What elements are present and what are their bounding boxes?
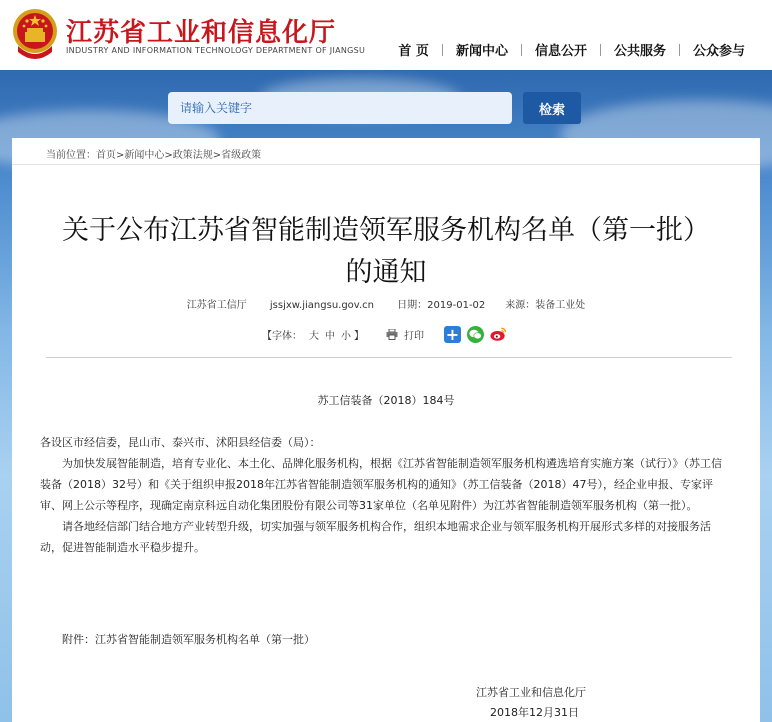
share-plus-icon[interactable]: + [445,324,460,344]
search-input[interactable] [168,92,512,124]
font-size-small[interactable]: 小 [341,330,351,342]
signature-organization: 江苏省工业和信息化厅 [476,686,586,699]
wechat-glyph-icon [469,329,482,340]
article-meta [12,296,760,311]
print-label: 打印 [404,330,424,342]
share-bar [444,326,513,343]
breadcrumb-label: 当前位置： [46,150,96,161]
printer-icon [386,329,398,340]
signature-date: 2018年12月31日 [490,706,579,719]
breadcrumb-item-provincial-policies[interactable]: 省级政策 [221,150,262,161]
salutation: 各设区市经信委，昆山市、泰兴市、沭阳县经信委（局）： [40,436,321,449]
breadcrumb-item-home[interactable]: 首页 [96,150,116,161]
breadcrumb-separator: > [116,150,125,161]
font-size-medium[interactable]: 中 [325,330,335,342]
article-title [32,210,740,294]
site-subtitle: INDUSTRY AND INFORMATION TECHNOLOGY DEPARTMENT OF JIANGSU [66,46,366,55]
article-title-line: 的通知 [345,257,427,289]
article-card [12,138,760,722]
nav-item-home[interactable]: 首 页 [398,44,429,59]
font-size-close: 】 [354,330,364,342]
article-body [40,432,730,558]
header-divider [46,357,732,358]
article-origin: 来源：装备工业处 [505,300,586,311]
article-site: jssjxw.jiangsu.gov.cn [269,300,374,311]
weibo-glyph-icon [490,326,507,342]
site-header [0,0,772,70]
article-source: 江苏省工信厅 [186,300,247,311]
font-size-large[interactable]: 大 [309,330,319,342]
nav-item-public-participation[interactable]: 公众参与 [692,44,745,59]
paragraph: 为加快发展智能制造，培育专业化、本土化、品牌化服务机构，根据《江苏省智能制造领军服务机构遴选培育实施方案（试行）》（苏工信装备（2018）32号）和《关于组织申报2018年江苏省智能制造领军服务机构的通知》（苏工信装备（2018）47号），经企业申报、专家评审、网上公示等程序，现确定南京科远自动化集团股份有限公司等31家单位（名单见附件）为江苏省智能制造领军服务机构（第一批）。 [40,457,722,512]
document-number: 苏工信装备（2018）184号 [317,394,455,407]
wechat-icon[interactable] [467,326,484,343]
weibo-icon[interactable] [490,326,507,343]
breadcrumb [46,146,261,161]
search-button[interactable]: 检索 [523,92,581,124]
breadcrumb-separator: > [212,150,222,161]
article-tools [262,324,513,344]
article-title-line: 关于公布江苏省智能制造领军服务机构名单（第一批） [62,215,710,247]
breadcrumb-item-news[interactable]: 新闻中心 [124,150,165,161]
nav-item-info-disclosure[interactable]: 信息公开 [534,44,587,59]
print-button[interactable] [386,327,424,342]
national-emblem-icon [10,6,60,62]
article-date: 日期：2019-01-02 [397,300,486,311]
nav-item-news[interactable]: 新闻中心 [455,44,508,59]
paragraph: 请各地经信部门结合地方产业转型升级，切实加强与领军服务机构合作，组织本地需求企业与领军服务机构开展形式多样的对接服务活动，促进智能制造水平稳步提升。 [40,520,711,554]
nav-item-public-services[interactable]: 公共服务 [613,44,666,59]
breadcrumb-item-policies[interactable]: 政策法规 [172,150,213,161]
attachment-link[interactable]: 附件：江苏省智能制造领军服务机构名单（第一批） [62,633,315,646]
breadcrumb-divider [12,164,760,165]
breadcrumb-separator: > [164,150,173,161]
site-title: 江苏省工业和信息化厅 [66,18,337,48]
font-size-label: 【字体： [262,330,302,342]
main-nav [385,40,758,59]
